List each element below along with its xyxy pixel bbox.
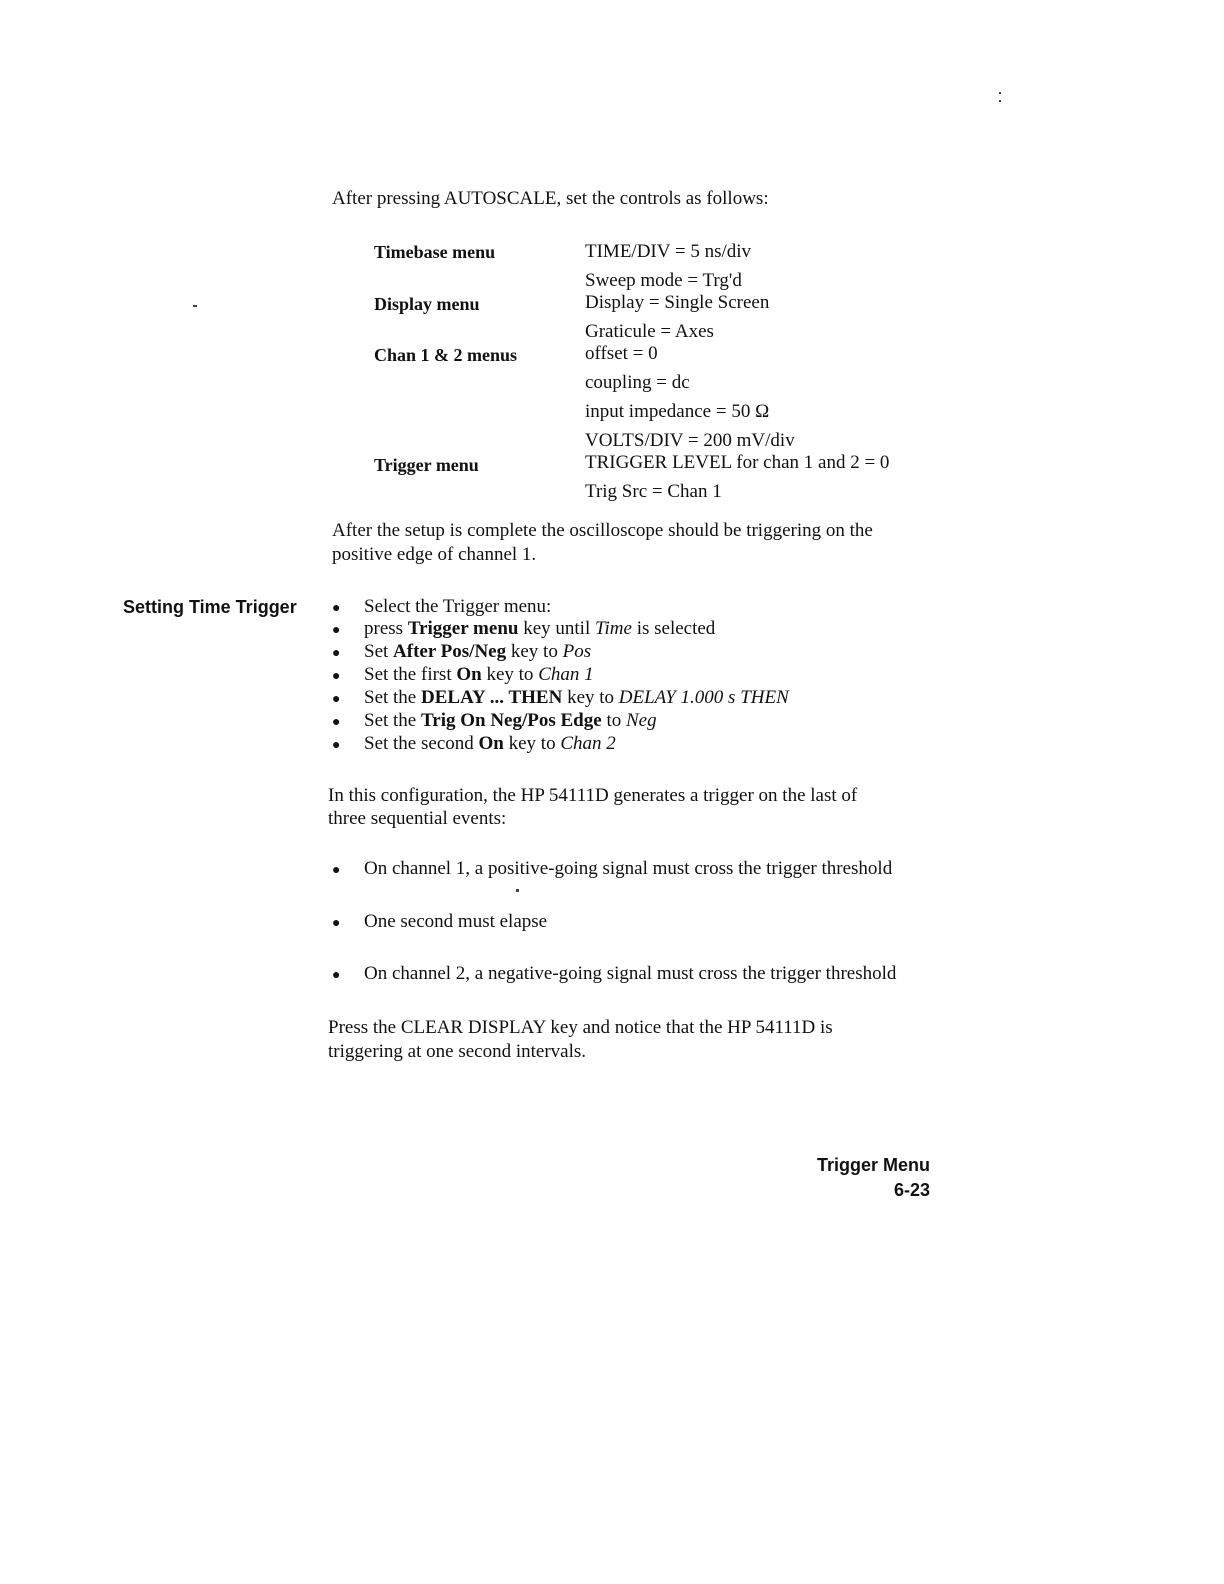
- menu-label-channels: Chan 1 & 2 menus: [374, 345, 518, 365]
- list-item: ● Select the Trigger menu:: [332, 595, 551, 621]
- press-line-1: Press the CLEAR DISPLAY key and notice that the HP 54111D is: [328, 1017, 833, 1038]
- bullet-icon: ●: [332, 646, 341, 661]
- page-number: 6-23: [893, 1180, 930, 1200]
- setup-complete-line-1: After the setup is complete the oscilloscope should be triggering on the: [332, 520, 873, 541]
- list-item: ● press Trigger menu key until Time is selected: [332, 617, 715, 643]
- list-item: ● Set the DELAY ... THEN key to DELAY 1.000 s THEN: [332, 686, 789, 712]
- bullet-icon: ●: [332, 968, 341, 983]
- bullet-icon: ●: [332, 601, 341, 616]
- setting-value: TRIGGER LEVEL for chan 1 and 2 = 0: [585, 452, 890, 473]
- menu-label-timebase: Timebase menu: [374, 242, 496, 262]
- list-item: ● Set the first On key to Chan 1: [332, 663, 594, 689]
- footer-title: Trigger Menu: [816, 1155, 930, 1175]
- scan-speck: [516, 889, 519, 892]
- setting-value: Display = Single Screen: [585, 292, 770, 313]
- setting-value: TIME/DIV = 5 ns/div: [585, 241, 752, 262]
- setting-value: input impedance = 50 Ω: [585, 401, 770, 422]
- bullet-icon: ●: [332, 692, 341, 707]
- bullet-icon: ●: [332, 916, 341, 931]
- setting-value: VOLTS/DIV = 200 mV/div: [585, 430, 795, 451]
- scan-speck: [193, 305, 197, 307]
- section-heading: Setting Time Trigger: [123, 597, 297, 617]
- setting-value: Sweep mode = Trg'd: [585, 270, 742, 291]
- config-line-1: In this configuration, the HP 54111D generates a trigger on the last of: [328, 785, 858, 806]
- intro-text: After pressing AUTOSCALE, set the controls as follows:: [332, 188, 769, 209]
- setting-value: Trig Src = Chan 1: [585, 481, 722, 502]
- scan-speck: [999, 92, 1001, 94]
- scan-speck: [999, 100, 1001, 102]
- menu-label-display: Display menu: [374, 294, 480, 314]
- list-item: ● Set the Trig On Neg/Pos Edge to Neg: [332, 709, 657, 735]
- list-item: ● On channel 2, a negative-going signal must cross the trigger threshold: [332, 962, 896, 988]
- setting-value: offset = 0: [585, 343, 658, 364]
- bullet-icon: ●: [332, 738, 341, 753]
- setup-complete-line-2: positive edge of channel 1.: [332, 544, 537, 565]
- config-line-2: three sequential events:: [328, 808, 507, 829]
- setting-value: Graticule = Axes: [585, 321, 714, 342]
- bullet-icon: ●: [332, 623, 341, 638]
- bullet-icon: ●: [332, 715, 341, 730]
- setting-value: coupling = dc: [585, 372, 690, 393]
- list-item: ● On channel 1, a positive-going signal must cross the trigger threshold: [332, 857, 892, 883]
- list-item: ● Set After Pos/Neg key to Pos: [332, 640, 591, 666]
- list-item: ● One second must elapse: [332, 910, 547, 936]
- menu-label-trigger: Trigger menu: [374, 455, 479, 475]
- bullet-icon: ●: [332, 863, 341, 878]
- list-item: ● Set the second On key to Chan 2: [332, 732, 616, 758]
- bullet-icon: ●: [332, 669, 341, 684]
- press-line-2: triggering at one second intervals.: [328, 1041, 587, 1062]
